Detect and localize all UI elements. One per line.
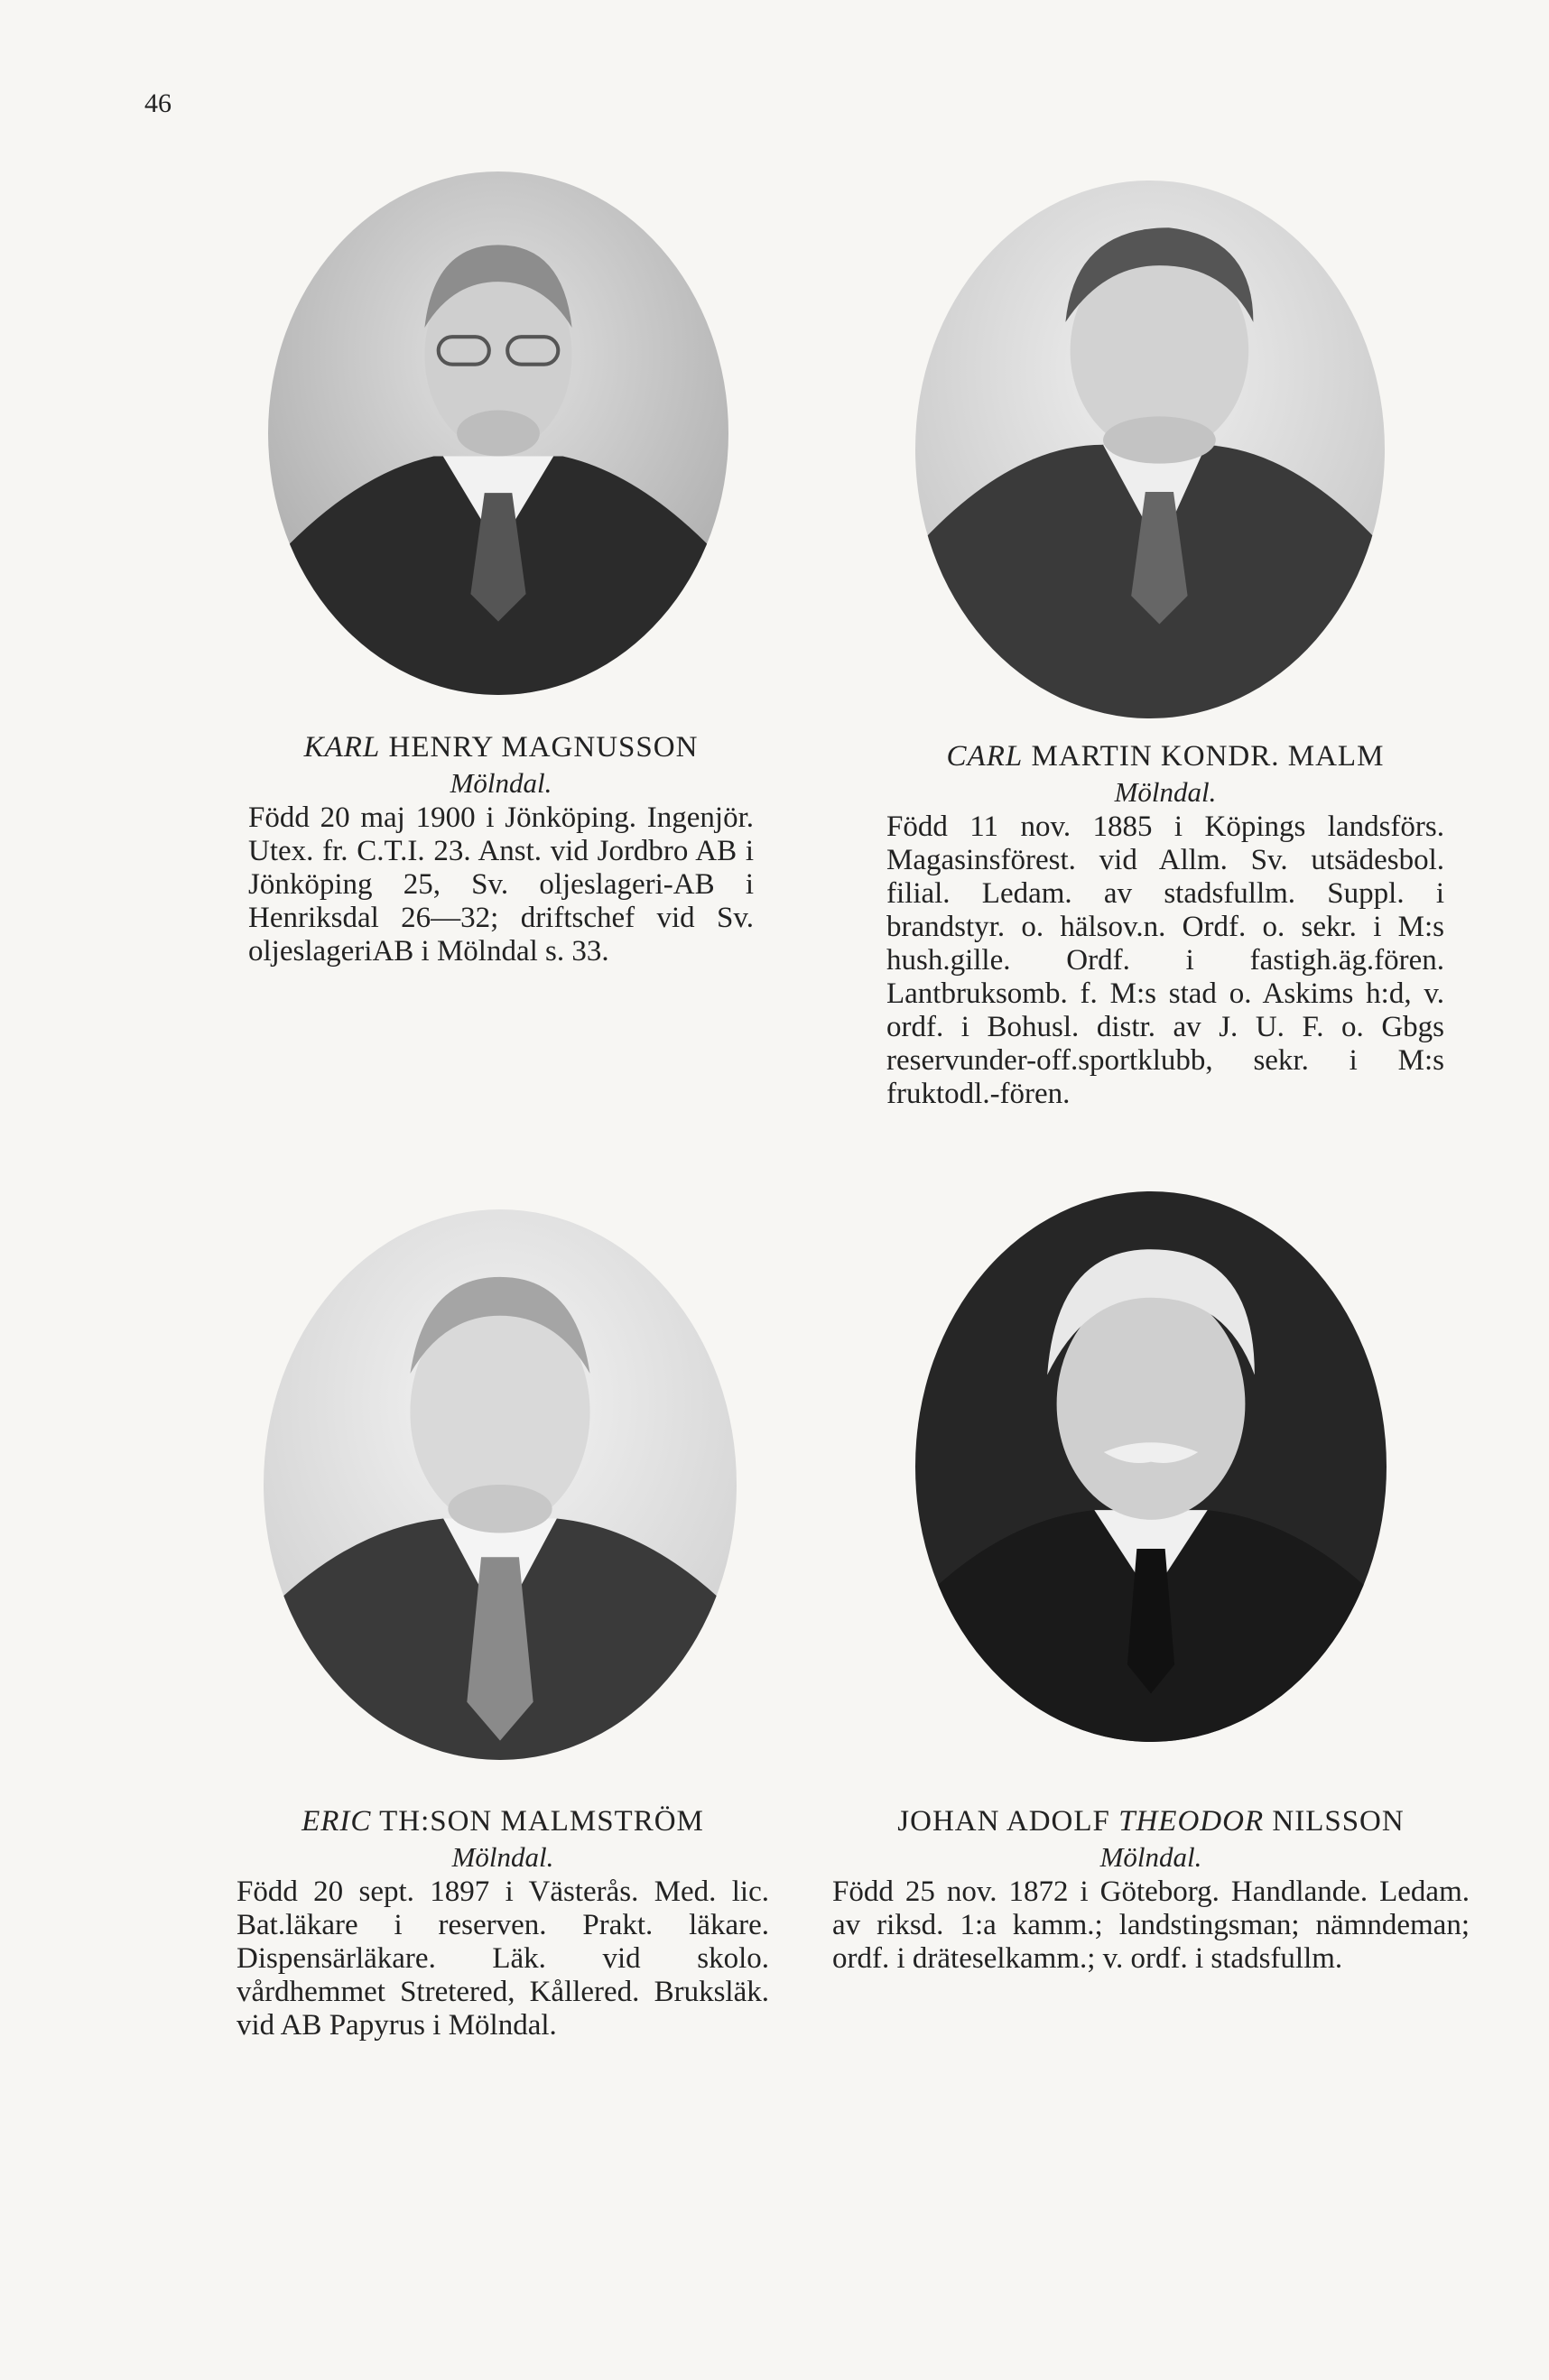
page-number: 46 xyxy=(144,88,172,118)
entry-biography: Född 11 nov. 1885 i Köpings landsförs. Magasinsförest. vid Allm. Sv. utsädesbol. filial. Ledam. av stadsfullm. Suppl. i brandstyr. o. hälsov.n. Ordf. o. sekr. i M:s hush.gille. Ordf. i fastigh.äg.fören. Lantbruksomb. f. M:s stad o. Askims h:d, v. ordf. i Bohusl. distr. av J. U. F. o. Gbgs reservunder-off.sportklubb, sekr. i M:s fruktodl.-fören. xyxy=(886,810,1444,1110)
entry-given-name: CARL xyxy=(946,740,1024,773)
portrait-photo-carl-martin-malm xyxy=(915,181,1385,718)
portrait-photo-theodor-nilsson xyxy=(915,1191,1387,1742)
entry-biography: Född 25 nov. 1872 i Göteborg. Handlande. Ledam. av riksd. 1:a kamm.; landstingsman; nämndeman; ordf. i dräteselkamm.; v. ordf. i stadsfullm. xyxy=(832,1875,1470,1975)
entry-place: Mölndal. xyxy=(1099,1841,1202,1873)
entry-name xyxy=(886,738,1444,774)
entry-eric-malmstrom xyxy=(237,1803,769,2042)
entry-biography: Född 20 sept. 1897 i Västerås. Med. lic. Bat.läkare i reserven. Prakt. läkare. Dispensärläkare. Läk. vid skolo. vårdhemmet Stretered, Kållered. Bruksläk. vid AB Papyrus i Mölndal. xyxy=(237,1875,769,2042)
entry-theodor-nilsson xyxy=(832,1803,1470,1976)
entry-surname: HENRY MAGNUSSON xyxy=(388,731,699,764)
portrait-photo-karl-henry-magnusson xyxy=(268,171,728,695)
entry-carl-martin-malm xyxy=(886,738,1444,1111)
portrait-photo-eric-malmstrom xyxy=(264,1209,737,1760)
entry-surname: TH:SON MALMSTRÖM xyxy=(379,1805,704,1838)
entry-name xyxy=(248,729,754,765)
entry-karl-henry-magnusson xyxy=(248,729,754,968)
entry-given-name: ERIC xyxy=(301,1805,372,1838)
entry-given-name: KARL xyxy=(303,731,381,764)
entry-place: Mölndal. xyxy=(451,1841,554,1873)
entry-name xyxy=(237,1803,769,1839)
entry-given-name: THEODOR xyxy=(1118,1805,1265,1838)
entry-place: Mölndal. xyxy=(1114,776,1217,808)
entry-place: Mölndal. xyxy=(450,767,552,799)
entry-biography: Född 20 maj 1900 i Jönköping. Ingenjör. Utex. fr. C.T.I. 23. Anst. vid Jordbro AB i Jönköping 25, Sv. oljeslageri-AB i Henriksdal 26—32; driftschef vid Sv. oljeslageriAB i Mölndal s. 33. xyxy=(248,801,754,968)
entry-surname: NILSSON xyxy=(1272,1805,1405,1838)
entry-first-names: JOHAN ADOLF xyxy=(897,1805,1110,1838)
entry-name xyxy=(832,1803,1470,1839)
entry-surname: MARTIN KONDR. MALM xyxy=(1031,740,1385,773)
